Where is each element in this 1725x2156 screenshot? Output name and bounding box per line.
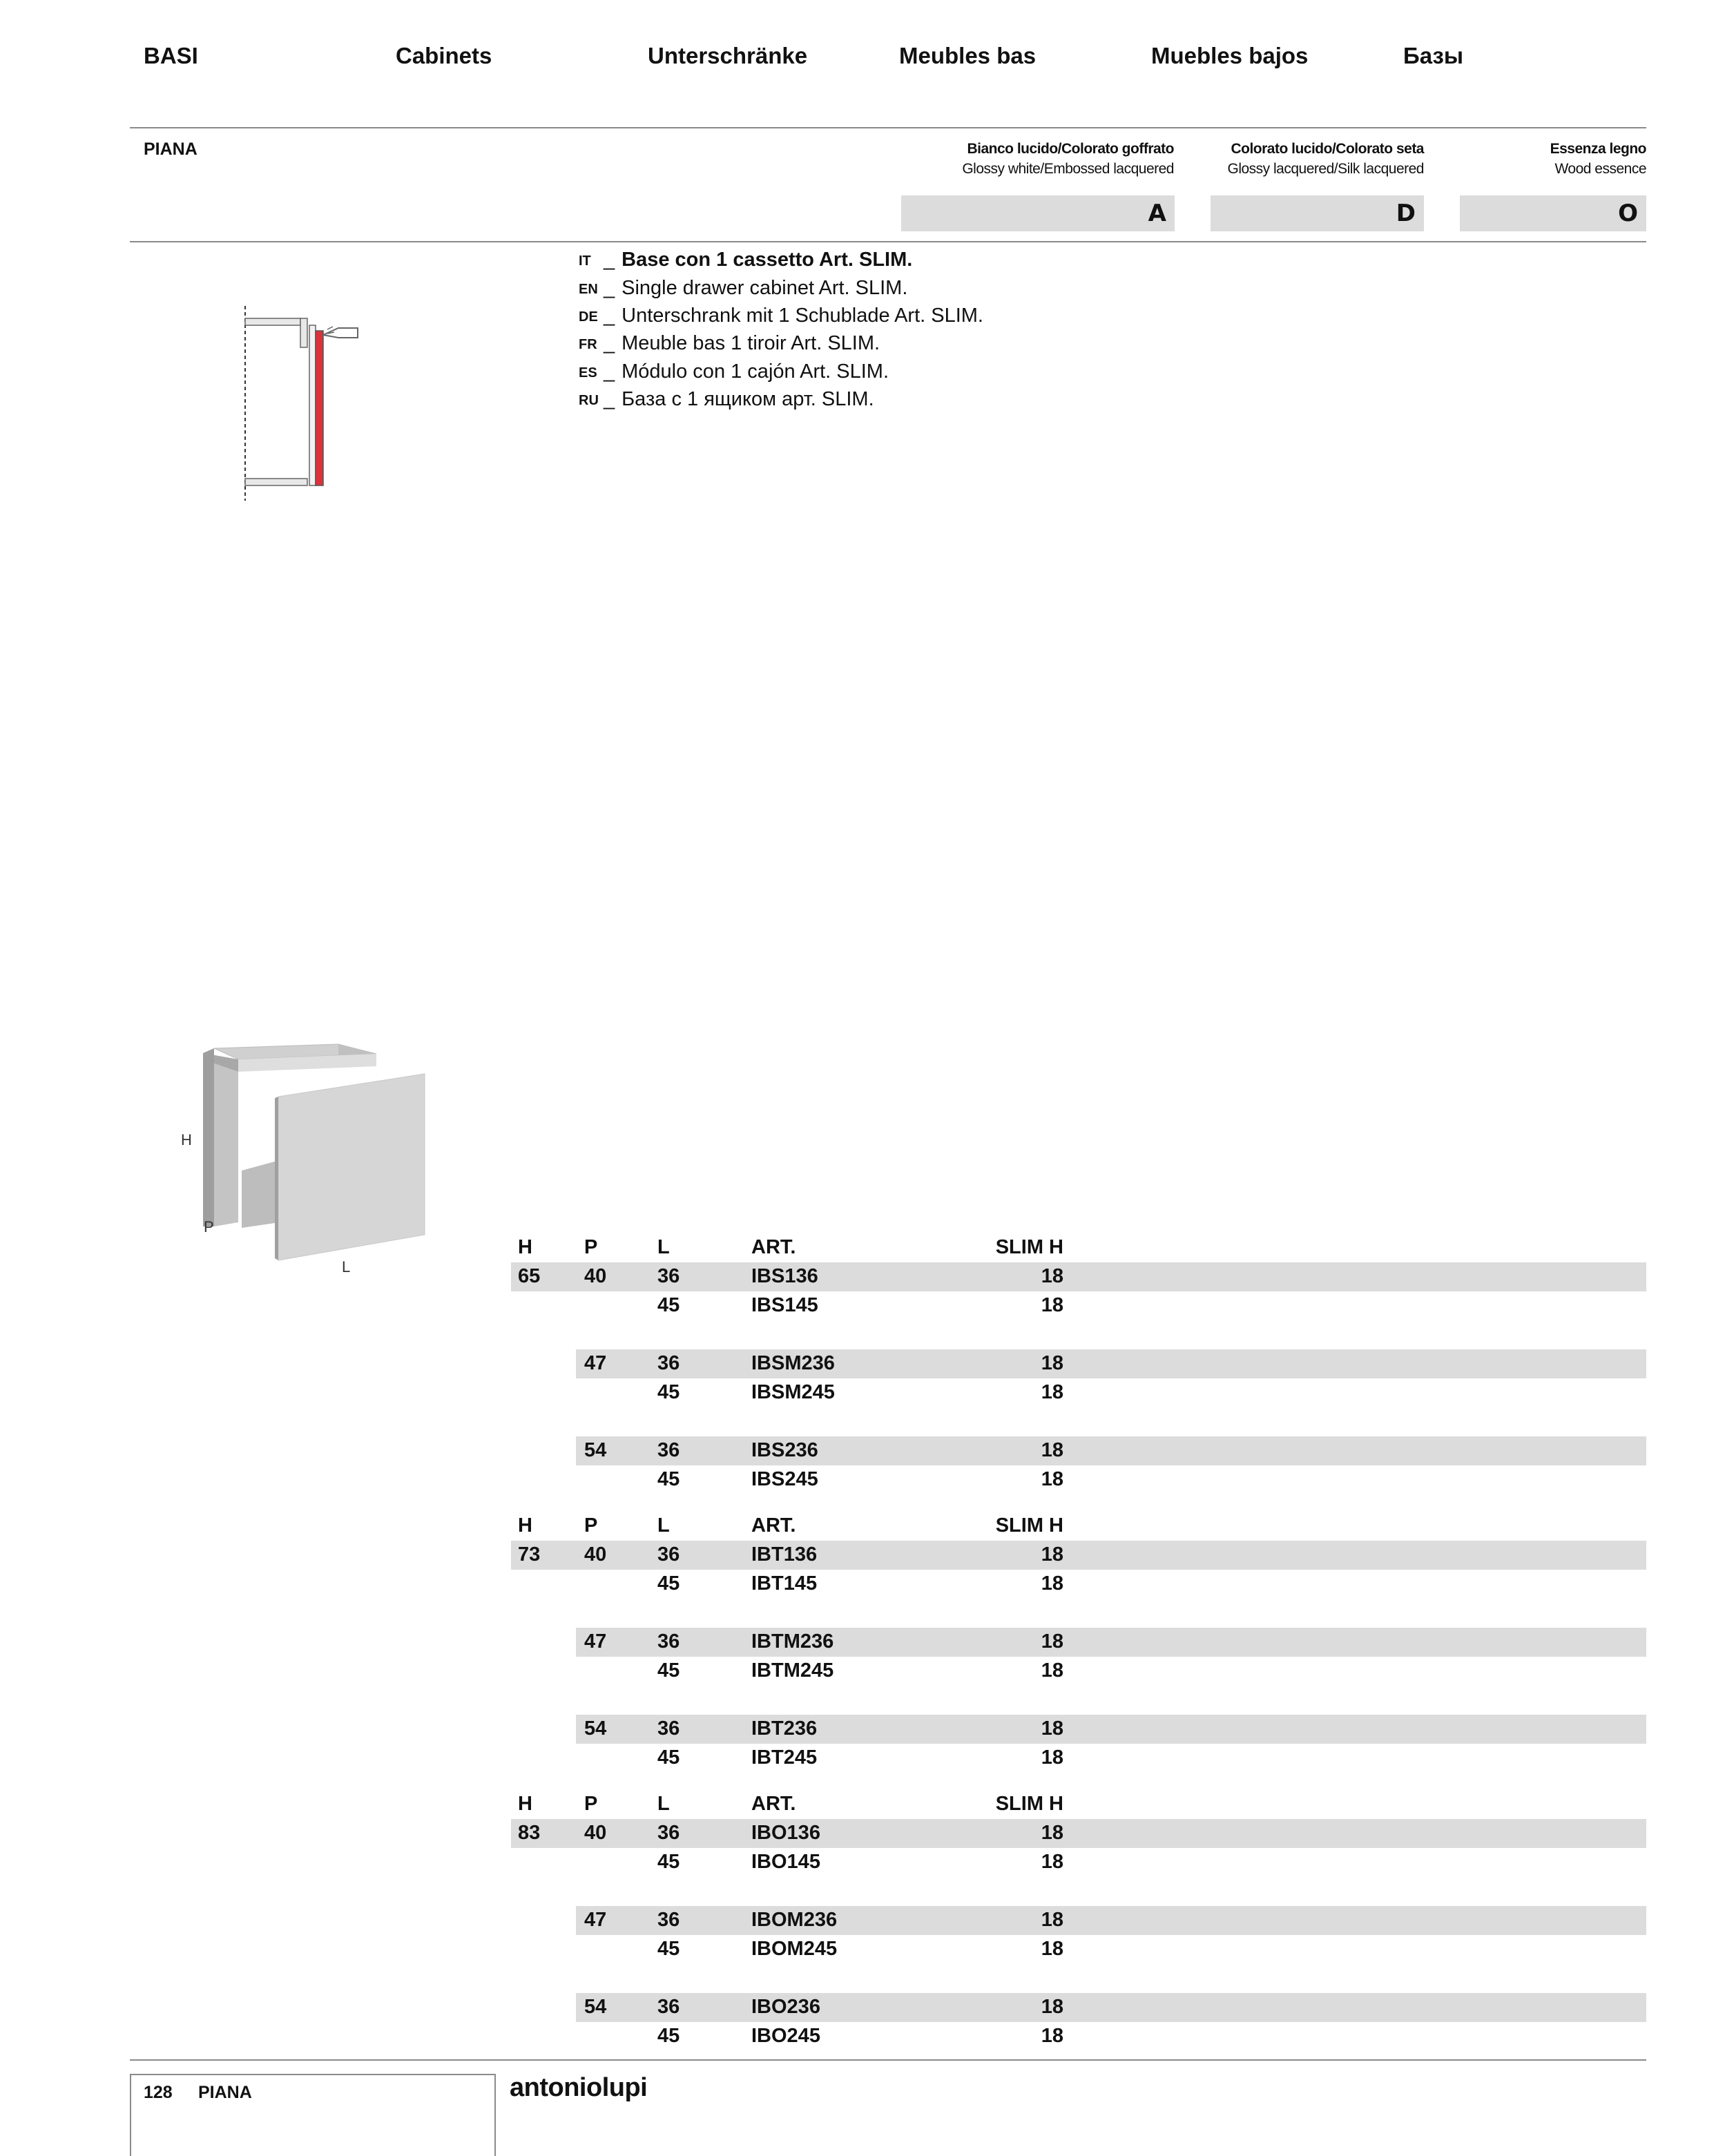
cell-art: IBT136 xyxy=(751,1543,818,1566)
desc-de-text: Unterschrank mit 1 Schublade Art. SLIM. xyxy=(621,305,983,327)
cell-p: 54 xyxy=(584,1439,607,1461)
cell-art: IBOM236 xyxy=(751,1909,838,1931)
cell-l: 36 xyxy=(657,1439,680,1461)
nav-meubles-bas: Meubles bas xyxy=(899,43,1037,68)
nav-cabinets: Cabinets xyxy=(396,43,492,68)
cell-art: IBTM236 xyxy=(751,1630,834,1653)
finish-a-title: Bianco lucido/Colorato goffrato xyxy=(967,141,1174,157)
cell-slim-h: 18 xyxy=(1041,1543,1063,1566)
cell-art: IBO245 xyxy=(751,2025,820,2047)
column-header-l: L xyxy=(657,1793,670,1815)
table-row-band xyxy=(576,1906,1646,1935)
cell-p: 47 xyxy=(584,1352,607,1374)
cell-h: 83 xyxy=(518,1822,541,1844)
column-header-h: H xyxy=(518,1236,532,1258)
cell-p: 54 xyxy=(584,1996,607,2018)
desc-en-text: Single drawer cabinet Art. SLIM. xyxy=(621,277,908,299)
desc-de: DE _ Unterschrank mit 1 Schublade Art. SLIM. xyxy=(579,305,983,327)
section-label: PIANA xyxy=(144,139,197,159)
table-row-band xyxy=(511,1262,1646,1291)
cell-l: 36 xyxy=(657,1630,680,1653)
table-row-band xyxy=(576,1628,1646,1657)
cell-art: IBO136 xyxy=(751,1822,820,1844)
cell-l: 45 xyxy=(657,1938,680,1960)
finish-o-code: O xyxy=(1618,200,1638,227)
cell-l: 45 xyxy=(657,2025,680,2047)
nav-basi: BASI xyxy=(144,43,198,68)
cell-l: 45 xyxy=(657,1746,680,1769)
cell-l: 45 xyxy=(657,1294,680,1316)
cell-p: 47 xyxy=(584,1909,607,1931)
finish-a-box xyxy=(901,195,1175,231)
cell-l: 36 xyxy=(657,1265,680,1287)
dim-label-p: P xyxy=(204,1218,214,1235)
finish-o-title: Essenza legno xyxy=(1550,141,1646,157)
cell-l: 45 xyxy=(657,1851,680,1873)
column-header-slim-h: SLIM H xyxy=(995,1793,1063,1815)
cell-slim-h: 18 xyxy=(1041,1851,1063,1873)
section-diagram xyxy=(235,300,394,504)
cell-slim-h: 18 xyxy=(1041,1294,1063,1316)
column-header-p: P xyxy=(584,1236,598,1258)
table-row-band xyxy=(576,1715,1646,1744)
nav-bazy: Базы xyxy=(1403,43,1464,68)
column-header-h: H xyxy=(518,1793,532,1815)
page-number: 128 xyxy=(144,2083,173,2102)
desc-ru-text: База с 1 ящиком арт. SLIM. xyxy=(621,388,874,410)
cell-art: IBTM245 xyxy=(751,1659,834,1682)
cell-art: IBSM245 xyxy=(751,1381,835,1403)
cell-art: IBO145 xyxy=(751,1851,820,1873)
table-row-band xyxy=(511,1541,1646,1570)
table-row-band xyxy=(511,1819,1646,1848)
desc-it-text: Base con 1 cassetto Art. SLIM. xyxy=(621,249,913,271)
finish-d-caption xyxy=(1228,141,1425,177)
cell-slim-h: 18 xyxy=(1041,1439,1063,1461)
lang-code-ru: RU xyxy=(579,393,599,408)
cell-p: 47 xyxy=(584,1630,607,1653)
cell-slim-h: 18 xyxy=(1041,1381,1063,1403)
column-header-art: ART. xyxy=(751,1514,796,1537)
dim-label-h: H xyxy=(181,1131,192,1148)
desc-ru: RU _ База с 1 ящиком арт. SLIM. xyxy=(579,388,874,410)
cell-art: IBO236 xyxy=(751,1996,820,2018)
cell-l: 36 xyxy=(657,1822,680,1844)
column-header-h: H xyxy=(518,1514,532,1537)
column-header-slim-h: SLIM H xyxy=(995,1236,1063,1258)
column-header-l: L xyxy=(657,1236,670,1258)
cell-slim-h: 18 xyxy=(1041,1996,1063,2018)
finish-divider xyxy=(130,241,1646,242)
finish-o-caption xyxy=(1550,141,1646,177)
nav-muebles-bajos: Muebles bajos xyxy=(1151,43,1309,68)
cell-l: 36 xyxy=(657,1352,680,1374)
lang-code-it: IT xyxy=(579,253,591,269)
cell-l: 45 xyxy=(657,1381,680,1403)
column-header-p: P xyxy=(584,1514,598,1537)
finish-a-code: A xyxy=(1148,200,1166,227)
cell-slim-h: 18 xyxy=(1041,2025,1063,2047)
cell-slim-h: 18 xyxy=(1041,1717,1063,1740)
cell-slim-h: 18 xyxy=(1041,1630,1063,1653)
table-row-band xyxy=(576,1436,1646,1465)
cell-p: 54 xyxy=(584,1717,607,1740)
footer-divider xyxy=(130,2059,1646,2061)
cell-p: 40 xyxy=(584,1265,607,1287)
cell-slim-h: 18 xyxy=(1041,1572,1063,1595)
cell-art: IBT245 xyxy=(751,1746,818,1769)
cell-p: 40 xyxy=(584,1822,607,1844)
lang-code-en: EN xyxy=(579,282,598,297)
footer-box xyxy=(130,2074,496,2156)
cell-slim-h: 18 xyxy=(1041,1659,1063,1682)
cell-art: IBOM245 xyxy=(751,1938,838,1960)
cell-l: 45 xyxy=(657,1572,680,1595)
cell-art: IBSM236 xyxy=(751,1352,835,1374)
finish-d-box xyxy=(1211,195,1424,231)
dim-label-l: L xyxy=(342,1258,351,1276)
cell-l: 45 xyxy=(657,1659,680,1682)
cell-art: IBT236 xyxy=(751,1717,818,1740)
cell-l: 36 xyxy=(657,1717,680,1740)
desc-fr-text: Meuble bas 1 tiroir Art. SLIM. xyxy=(621,332,880,354)
finish-o-box xyxy=(1460,195,1646,231)
column-header-l: L xyxy=(657,1514,670,1537)
cell-slim-h: 18 xyxy=(1041,1746,1063,1769)
column-header-p: P xyxy=(584,1793,598,1815)
cell-slim-h: 18 xyxy=(1041,1822,1063,1844)
finish-a-subtitle: Glossy white/Embossed lacquered xyxy=(962,161,1174,177)
cell-l: 45 xyxy=(657,1468,680,1490)
nav-unterschraenke: Unterschränke xyxy=(648,43,808,68)
brand-logo: antoniolupi xyxy=(510,2073,648,2102)
column-header-slim-h: SLIM H xyxy=(995,1514,1063,1537)
cell-art: IBS245 xyxy=(751,1468,818,1490)
cell-l: 36 xyxy=(657,1909,680,1931)
cell-h: 73 xyxy=(518,1543,541,1566)
cell-art: IBS136 xyxy=(751,1265,818,1287)
cell-slim-h: 18 xyxy=(1041,1938,1063,1960)
lang-code-de: DE xyxy=(579,309,598,325)
cell-art: IBS145 xyxy=(751,1294,818,1316)
footer-section: PIANA xyxy=(198,2083,252,2102)
cell-slim-h: 18 xyxy=(1041,1352,1063,1374)
desc-es-text: Módulo con 1 cajón Art. SLIM. xyxy=(621,360,889,383)
finish-d-title: Colorato lucido/Colorato seta xyxy=(1231,141,1424,157)
desc-es: ES _ Módulo con 1 cajón Art. SLIM. xyxy=(579,360,889,383)
finish-d-code: D xyxy=(1396,200,1416,227)
finish-a-caption xyxy=(962,141,1174,177)
column-header-art: ART. xyxy=(751,1793,796,1815)
cell-slim-h: 18 xyxy=(1041,1265,1063,1287)
cell-l: 36 xyxy=(657,1543,680,1566)
column-header-art: ART. xyxy=(751,1236,796,1258)
table-row-band xyxy=(576,1993,1646,2022)
desc-fr: FR _ Meuble bas 1 tiroir Art. SLIM. xyxy=(579,332,880,354)
lang-code-fr: FR xyxy=(579,337,597,352)
header-divider xyxy=(130,127,1646,128)
finish-d-subtitle: Glossy lacquered/Silk lacquered xyxy=(1227,161,1424,177)
cell-l: 36 xyxy=(657,1996,680,2018)
cell-art: IBT145 xyxy=(751,1572,818,1595)
cell-art: IBS236 xyxy=(751,1439,818,1461)
cell-h: 65 xyxy=(518,1265,541,1287)
cell-slim-h: 18 xyxy=(1041,1909,1063,1931)
desc-en: EN _ Single drawer cabinet Art. SLIM. xyxy=(579,277,908,299)
product-image xyxy=(193,1036,442,1264)
cell-slim-h: 18 xyxy=(1041,1468,1063,1490)
cell-p: 40 xyxy=(584,1543,607,1566)
lang-code-es: ES xyxy=(579,365,597,381)
finish-o-subtitle: Wood essence xyxy=(1554,161,1646,177)
desc-it: IT _ Base con 1 cassetto Art. SLIM. xyxy=(579,249,913,271)
table-row-band xyxy=(576,1349,1646,1378)
